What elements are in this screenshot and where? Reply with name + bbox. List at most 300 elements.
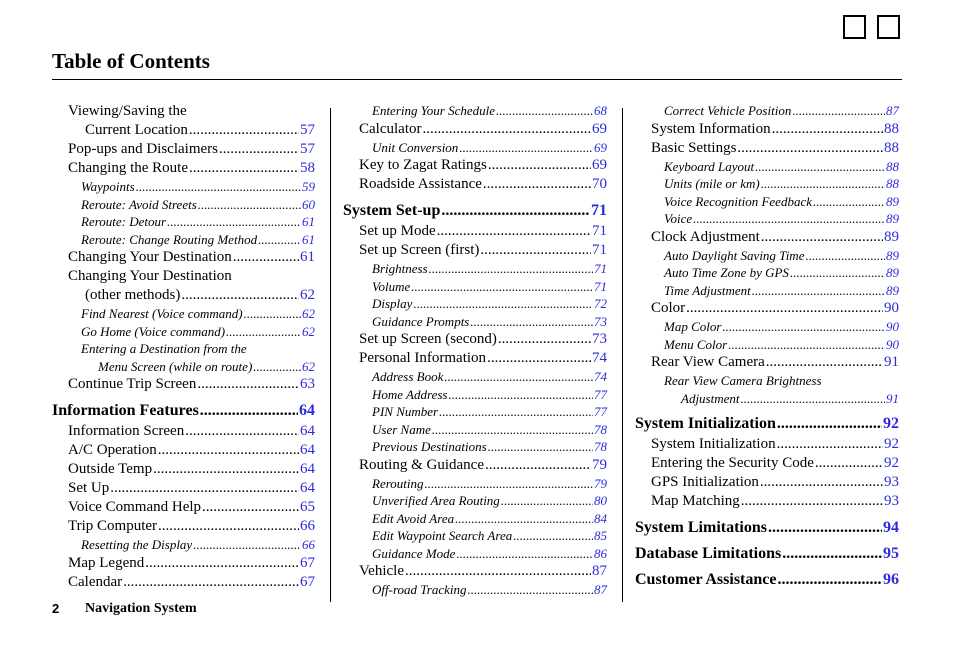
dot-leader bbox=[181, 288, 299, 303]
dot-leader bbox=[755, 160, 885, 173]
dot-leader bbox=[441, 203, 590, 219]
dot-leader bbox=[219, 142, 299, 157]
toc-subentry[interactable] bbox=[635, 177, 899, 195]
toc-subentry[interactable] bbox=[635, 284, 899, 302]
footer-label: Navigation System bbox=[85, 601, 197, 616]
dot-leader bbox=[439, 405, 593, 418]
toc-entry-label: Home Address bbox=[372, 386, 448, 402]
toc-subentry[interactable] bbox=[343, 477, 607, 495]
toc-page-link[interactable]: 70 bbox=[592, 176, 607, 192]
toc-subentry[interactable] bbox=[635, 338, 899, 356]
dot-leader bbox=[766, 355, 883, 370]
toc-entry[interactable] bbox=[343, 351, 607, 370]
dot-leader bbox=[468, 583, 594, 596]
toc-page-link[interactable]: 92 bbox=[884, 455, 899, 471]
nav-box-prev[interactable] bbox=[843, 15, 866, 39]
toc-entry-label: Set up Mode bbox=[359, 223, 436, 239]
dot-leader bbox=[226, 325, 301, 338]
toc-subentry[interactable] bbox=[635, 249, 899, 267]
toc-entry-label: Map Color bbox=[664, 319, 722, 334]
toc-entry-label: System Initialization bbox=[635, 415, 776, 432]
toc-subentry[interactable] bbox=[343, 512, 607, 530]
toc-section-heading[interactable] bbox=[343, 203, 607, 222]
dot-leader bbox=[448, 388, 593, 401]
toc-entry[interactable] bbox=[635, 301, 899, 320]
toc-entry-label: Color bbox=[651, 300, 686, 316]
dot-leader bbox=[422, 122, 591, 137]
toc-entry-label: Find Nearest (Voice command) bbox=[81, 306, 243, 321]
toc-page-link[interactable]: 78 bbox=[594, 439, 607, 454]
toc-page-link[interactable]: 72 bbox=[594, 296, 607, 311]
toc-entry-label: Changing Your Destination bbox=[68, 249, 232, 265]
toc-entry[interactable] bbox=[343, 224, 607, 243]
toc-entry-label: Correct Vehicle Position bbox=[664, 103, 792, 118]
dot-leader bbox=[768, 520, 882, 536]
toc-entry[interactable] bbox=[52, 250, 315, 269]
toc-page-link[interactable]: 88 bbox=[886, 158, 899, 174]
toc-page-link[interactable]: 88 bbox=[884, 139, 899, 156]
dot-leader bbox=[233, 250, 299, 265]
toc-page-link[interactable]: 77 bbox=[594, 386, 607, 402]
toc-page-link[interactable]: 61 bbox=[302, 214, 315, 229]
toc-entry[interactable] bbox=[52, 142, 315, 161]
toc-entry[interactable] bbox=[343, 122, 607, 141]
toc-page-link[interactable]: 62 bbox=[302, 306, 315, 321]
toc-page-link[interactable]: 87 bbox=[886, 103, 899, 118]
dot-leader bbox=[760, 475, 883, 490]
dot-leader bbox=[485, 458, 591, 473]
toc-entry[interactable] bbox=[52, 443, 315, 462]
column-divider-1 bbox=[330, 108, 331, 602]
toc-entry-label: Set Up bbox=[68, 480, 110, 496]
dot-leader bbox=[200, 403, 298, 419]
toc-entry-label: Units (mile or km) bbox=[664, 176, 760, 191]
nav-box-next[interactable] bbox=[877, 15, 900, 39]
toc-entry-label: Trip Computer bbox=[68, 518, 158, 534]
toc-entry-label: System Information bbox=[651, 120, 771, 137]
toc-entry-label: Current Location bbox=[85, 122, 188, 138]
dot-leader bbox=[790, 266, 885, 279]
dot-leader bbox=[456, 547, 593, 560]
toc-entry-label: Information Screen bbox=[68, 423, 185, 439]
toc-entry-label: Entering the Security Code bbox=[651, 455, 814, 471]
toc-entry-label: System Initialization bbox=[651, 436, 776, 452]
toc-page-link[interactable]: 88 bbox=[884, 120, 899, 137]
toc-subentry[interactable] bbox=[343, 280, 607, 298]
toc-entry-label: Reroute: Detour bbox=[81, 214, 167, 229]
toc-section-heading[interactable] bbox=[635, 572, 899, 591]
toc-page-link[interactable]: 94 bbox=[883, 519, 899, 536]
toc-entry-label: Reroute: Change Routing Method bbox=[81, 231, 258, 247]
toc-entry-label: System Limitations bbox=[635, 519, 767, 536]
toc-page-link[interactable]: 71 bbox=[592, 223, 607, 239]
toc-subentry[interactable] bbox=[52, 233, 315, 251]
toc-page-link[interactable]: 74 bbox=[594, 369, 607, 384]
dot-leader bbox=[193, 538, 301, 551]
toc-page-link[interactable]: 58 bbox=[300, 160, 315, 176]
toc-entry[interactable] bbox=[52, 481, 315, 500]
dot-leader bbox=[185, 424, 299, 439]
toc-entry-label: Volume bbox=[372, 278, 411, 294]
toc-entry[interactable] bbox=[52, 288, 315, 307]
dot-leader bbox=[455, 512, 593, 525]
toc-entry-label: Brightness bbox=[372, 261, 428, 276]
toc-subentry[interactable] bbox=[343, 388, 607, 406]
dot-leader bbox=[737, 141, 883, 156]
toc-column-3 bbox=[635, 104, 899, 593]
toc-page-link[interactable]: 90 bbox=[886, 336, 899, 352]
toc-subentry[interactable] bbox=[343, 297, 607, 315]
dot-leader bbox=[158, 519, 299, 534]
toc-entry-label: Voice Command Help bbox=[68, 499, 202, 515]
dot-leader bbox=[158, 443, 299, 458]
toc-page-link[interactable]: 59 bbox=[302, 179, 315, 194]
toc-subentry[interactable] bbox=[343, 494, 607, 512]
toc-page-link[interactable]: 92 bbox=[883, 415, 899, 432]
toc-subentry[interactable] bbox=[343, 370, 607, 388]
toc-subentry[interactable] bbox=[635, 320, 899, 338]
toc-subentry[interactable] bbox=[52, 180, 315, 198]
toc-subentry[interactable] bbox=[52, 325, 315, 343]
toc-page-link[interactable]: 69 bbox=[592, 157, 607, 173]
toc-page-link[interactable]: 89 bbox=[886, 211, 899, 226]
toc-entry-label: Rear View Camera Brightness bbox=[664, 373, 822, 388]
toc-column-1 bbox=[52, 104, 315, 594]
toc-entry-label: Vehicle bbox=[359, 563, 404, 579]
toc-page-link[interactable]: 89 bbox=[886, 247, 899, 263]
toc-subentry[interactable] bbox=[635, 104, 899, 122]
toc-page-link[interactable]: 85 bbox=[594, 528, 607, 543]
toc-page-link[interactable]: 93 bbox=[884, 493, 899, 509]
toc-page-link[interactable]: 93 bbox=[884, 474, 899, 490]
toc-subentry[interactable] bbox=[343, 262, 607, 280]
toc-page-link[interactable]: 57 bbox=[300, 122, 315, 138]
dot-leader bbox=[498, 332, 591, 347]
toc-entry[interactable] bbox=[343, 177, 607, 196]
toc-entry[interactable] bbox=[52, 519, 315, 538]
dot-leader bbox=[483, 177, 591, 192]
toc-page-link[interactable]: 73 bbox=[592, 331, 607, 347]
toc-subentry[interactable] bbox=[343, 440, 607, 458]
toc-page-link[interactable]: 62 bbox=[300, 287, 315, 303]
toc-entry-label: Keyboard Layout bbox=[664, 158, 755, 174]
toc-page-link[interactable]: 68 bbox=[594, 103, 607, 118]
dot-leader bbox=[513, 529, 593, 542]
toc-entry bbox=[52, 269, 315, 288]
toc-entry[interactable] bbox=[343, 332, 607, 351]
dot-leader bbox=[470, 315, 593, 328]
toc-page-link[interactable]: 74 bbox=[592, 350, 607, 366]
dot-leader bbox=[411, 280, 593, 293]
toc-entry[interactable] bbox=[635, 122, 899, 141]
toc-entry-label: A/C Operation bbox=[68, 442, 157, 458]
toc-page-link[interactable]: 91 bbox=[884, 354, 899, 370]
toc-subentry[interactable] bbox=[343, 141, 607, 159]
dot-leader bbox=[244, 307, 301, 320]
toc-entry-label: Map Legend bbox=[68, 554, 145, 571]
toc-entry[interactable] bbox=[52, 123, 315, 142]
toc-page-link[interactable]: 61 bbox=[300, 249, 315, 265]
toc-page-link[interactable]: 64 bbox=[299, 402, 315, 419]
toc-entry-label: Clock Adjustment bbox=[651, 228, 760, 245]
toc-subentry[interactable] bbox=[52, 215, 315, 233]
toc-page-link[interactable]: 67 bbox=[300, 573, 315, 590]
dot-leader bbox=[145, 556, 299, 571]
dot-leader bbox=[198, 198, 301, 211]
dot-leader bbox=[189, 123, 299, 138]
toc-entry-label: Entering Your Schedule bbox=[372, 103, 496, 118]
toc-page-link[interactable]: 64 bbox=[300, 442, 315, 458]
toc-entry-label: Roadside Assistance bbox=[359, 176, 482, 192]
page-number: 2 bbox=[52, 601, 60, 616]
toc-page-link[interactable]: 64 bbox=[300, 423, 315, 439]
toc-page-link[interactable]: 89 bbox=[886, 193, 899, 209]
dot-leader bbox=[253, 360, 301, 373]
toc-entry[interactable] bbox=[52, 500, 315, 519]
toc-page-link[interactable]: 95 bbox=[883, 545, 899, 562]
dot-leader bbox=[189, 161, 299, 176]
toc-page-link[interactable]: 64 bbox=[300, 480, 315, 496]
dot-leader bbox=[488, 440, 593, 453]
toc-page-link[interactable]: 69 bbox=[594, 139, 607, 155]
toc-entry-label: Key to Zagat Ratings bbox=[359, 157, 487, 173]
toc-subentry[interactable] bbox=[52, 198, 315, 216]
toc-entry-label: Calendar bbox=[68, 573, 123, 590]
toc-subentry[interactable] bbox=[343, 315, 607, 333]
dot-leader bbox=[405, 564, 591, 579]
dot-leader bbox=[777, 437, 883, 452]
toc-subentry[interactable] bbox=[343, 104, 607, 122]
dot-leader bbox=[777, 416, 882, 432]
toc-subentry[interactable] bbox=[52, 538, 315, 556]
toc-entry-label: Personal Information bbox=[359, 350, 487, 366]
toc-page-link[interactable]: 77 bbox=[594, 404, 607, 419]
toc-entry-label: Waypoints bbox=[81, 179, 135, 194]
toc-page-link[interactable]: 87 bbox=[592, 563, 607, 579]
toc-page-link[interactable]: 60 bbox=[302, 196, 315, 212]
toc-entry-label: Auto Time Zone by GPS bbox=[664, 265, 789, 280]
toc-entry-label: Off-road Tracking bbox=[372, 582, 467, 597]
toc-page-link[interactable]: 78 bbox=[594, 421, 607, 437]
toc-column-2 bbox=[343, 104, 607, 601]
toc-subentry[interactable] bbox=[635, 195, 899, 213]
toc-subentry[interactable] bbox=[635, 212, 899, 230]
toc-entry[interactable] bbox=[635, 141, 899, 160]
toc-page-link[interactable]: 86 bbox=[594, 545, 607, 561]
dot-leader bbox=[782, 546, 882, 562]
dot-leader bbox=[777, 572, 882, 588]
toc-page-link[interactable]: 89 bbox=[886, 282, 899, 298]
toc-subentry[interactable] bbox=[343, 423, 607, 441]
dot-leader bbox=[741, 494, 883, 509]
toc-entry-label: Pop-ups and Disclaimers bbox=[68, 141, 218, 157]
toc-entry[interactable] bbox=[52, 424, 315, 443]
dot-leader bbox=[761, 177, 885, 190]
toc-page-link[interactable]: 63 bbox=[300, 376, 315, 392]
dot-leader bbox=[813, 195, 885, 208]
toc-entry-label: Continue Trip Screen bbox=[68, 376, 197, 392]
toc-entry[interactable] bbox=[343, 564, 607, 583]
toc-entry-label: GPS Initialization bbox=[651, 474, 759, 490]
toc-page-link[interactable]: 90 bbox=[884, 300, 899, 316]
toc-subentry[interactable] bbox=[52, 360, 315, 378]
toc-page-link[interactable]: 62 bbox=[302, 358, 315, 374]
dot-leader bbox=[501, 494, 593, 507]
dot-leader bbox=[258, 233, 301, 246]
toc-subentry[interactable] bbox=[635, 266, 899, 284]
toc-page-link[interactable]: 92 bbox=[884, 436, 899, 452]
toc-page-link[interactable]: 87 bbox=[594, 582, 607, 597]
toc-page-link[interactable]: 79 bbox=[592, 456, 607, 473]
toc-page-link[interactable]: 65 bbox=[300, 499, 315, 515]
dot-leader bbox=[167, 215, 301, 228]
toc-entry[interactable] bbox=[635, 494, 899, 513]
dot-leader bbox=[197, 377, 299, 392]
toc-entry-label: Changing the Route bbox=[68, 160, 188, 176]
toc-entry-label: (other methods) bbox=[85, 287, 181, 303]
toc-page-link[interactable]: 89 bbox=[886, 265, 899, 280]
toc-subentry[interactable] bbox=[52, 307, 315, 325]
toc-entry-label: Set up Screen (second) bbox=[359, 331, 497, 347]
toc-entry[interactable] bbox=[635, 230, 899, 249]
dot-leader bbox=[459, 141, 593, 154]
toc-section-heading[interactable] bbox=[635, 520, 899, 539]
toc-entry-label: Menu Color bbox=[664, 336, 728, 352]
toc-entry-label: Time Adjustment bbox=[664, 282, 751, 298]
toc-entry-label: Display bbox=[372, 296, 413, 311]
toc-page-link[interactable]: 90 bbox=[886, 319, 899, 334]
toc-page-link[interactable]: 80 bbox=[594, 493, 607, 508]
dot-leader bbox=[136, 180, 301, 193]
toc-entry-label: Voice bbox=[664, 211, 693, 226]
toc-entry-label: Entering a Destination from the bbox=[81, 341, 247, 356]
toc-entry-label: Edit Waypoint Search Area bbox=[372, 528, 513, 543]
title-rule bbox=[52, 79, 902, 80]
toc-subentry[interactable] bbox=[635, 160, 899, 178]
toc-entry-label: Voice Recognition Feedback bbox=[664, 193, 812, 209]
toc-entry-label: Menu Screen (while on route) bbox=[98, 358, 253, 374]
toc-entry-label: Resetting the Display bbox=[81, 537, 193, 552]
toc-entry[interactable] bbox=[52, 556, 315, 575]
toc-page-link[interactable]: 57 bbox=[300, 141, 315, 157]
toc-entry[interactable] bbox=[343, 158, 607, 177]
page-title: Table of Contents bbox=[52, 49, 210, 73]
toc-section-heading[interactable] bbox=[52, 403, 315, 422]
toc-page-link[interactable]: 71 bbox=[594, 278, 607, 294]
toc-page-link[interactable]: 96 bbox=[883, 571, 899, 588]
toc-entry-label: Customer Assistance bbox=[635, 571, 777, 588]
dot-leader bbox=[792, 104, 885, 117]
toc-entry-label: Rerouting bbox=[372, 475, 424, 491]
dot-leader bbox=[429, 262, 593, 275]
toc-entry-label: Set up Screen (first) bbox=[359, 242, 480, 258]
toc-entry-label: Map Matching bbox=[651, 493, 740, 509]
dot-leader bbox=[752, 284, 885, 297]
toc-entry-label: Go Home (Voice command) bbox=[81, 323, 226, 339]
toc-entry[interactable] bbox=[52, 377, 315, 396]
toc-page-link[interactable]: 69 bbox=[592, 120, 607, 137]
dot-leader bbox=[413, 297, 593, 310]
toc-entry[interactable] bbox=[343, 458, 607, 477]
toc-section-heading[interactable] bbox=[635, 416, 899, 435]
toc-page-link[interactable]: 62 bbox=[302, 323, 315, 339]
toc-entry-label: Adjustment bbox=[681, 390, 740, 406]
toc-entry-label: PIN Number bbox=[372, 404, 439, 419]
toc-page-link[interactable]: 79 bbox=[594, 475, 607, 491]
dot-leader bbox=[110, 481, 299, 496]
toc-page-link[interactable]: 91 bbox=[886, 390, 899, 406]
toc-entry-label: Unit Conversion bbox=[372, 139, 459, 155]
toc-entry-label: System Set-up bbox=[343, 202, 441, 219]
toc-page-link[interactable]: 89 bbox=[884, 228, 899, 245]
toc-page-link[interactable]: 71 bbox=[591, 202, 607, 219]
toc-entry bbox=[52, 104, 315, 123]
toc-page-link[interactable]: 64 bbox=[300, 461, 315, 477]
toc-page-link[interactable]: 61 bbox=[302, 231, 315, 247]
toc-subentry bbox=[635, 374, 899, 392]
toc-entry[interactable] bbox=[635, 456, 899, 475]
toc-entry-label: Auto Daylight Saving Time bbox=[664, 247, 805, 263]
toc-page-link[interactable]: 73 bbox=[594, 313, 607, 329]
dot-leader bbox=[123, 575, 299, 590]
toc-entry[interactable] bbox=[635, 355, 899, 374]
dot-leader bbox=[741, 392, 886, 405]
toc-entry[interactable] bbox=[52, 161, 315, 180]
column-divider-2 bbox=[622, 108, 623, 602]
toc-subentry[interactable] bbox=[343, 405, 607, 423]
toc-entry-label: Guidance Prompts bbox=[372, 313, 470, 329]
toc-entry-label: Changing Your Destination bbox=[68, 268, 232, 284]
toc-entry[interactable] bbox=[343, 243, 607, 262]
toc-entry[interactable] bbox=[635, 475, 899, 494]
toc-subentry[interactable] bbox=[343, 547, 607, 565]
dot-leader bbox=[722, 320, 885, 333]
dot-leader bbox=[772, 122, 883, 137]
toc-subentry[interactable] bbox=[343, 529, 607, 547]
dot-leader bbox=[432, 423, 593, 436]
toc-entry-label: Database Limitations bbox=[635, 545, 782, 562]
toc-page-link[interactable]: 67 bbox=[300, 554, 315, 571]
toc-subentry bbox=[52, 342, 315, 360]
toc-entry-label: Guidance Mode bbox=[372, 545, 456, 561]
dot-leader bbox=[153, 462, 299, 477]
toc-page-link[interactable]: 71 bbox=[592, 242, 607, 258]
dot-leader bbox=[728, 338, 885, 351]
toc-entry-label: Edit Avoid Area bbox=[372, 510, 455, 526]
toc-entry-label: Viewing/Saving the bbox=[68, 103, 187, 119]
toc-entry[interactable] bbox=[635, 437, 899, 456]
toc-entry[interactable] bbox=[52, 575, 315, 594]
toc-entry[interactable] bbox=[52, 462, 315, 481]
toc-entry-label: Basic Settings bbox=[651, 139, 737, 156]
toc-page-link[interactable]: 71 bbox=[594, 261, 607, 276]
toc-entry-label: Information Features bbox=[52, 402, 199, 419]
toc-page-link[interactable]: 88 bbox=[886, 176, 899, 191]
toc-entry-label: Previous Destinations bbox=[372, 439, 487, 454]
toc-page-link[interactable]: 66 bbox=[300, 518, 315, 534]
toc-subentry[interactable] bbox=[343, 583, 607, 601]
dot-leader bbox=[693, 212, 885, 225]
toc-section-heading[interactable] bbox=[635, 546, 899, 565]
toc-entry-label: Routing & Guidance bbox=[359, 456, 484, 473]
toc-page-link[interactable]: 84 bbox=[594, 510, 607, 526]
dot-leader bbox=[437, 224, 591, 239]
toc-page-link[interactable]: 66 bbox=[302, 537, 315, 552]
toc-subentry[interactable] bbox=[635, 392, 899, 410]
toc-entry-label: Unverified Area Routing bbox=[372, 493, 500, 508]
dot-leader bbox=[480, 243, 591, 258]
dot-leader bbox=[488, 158, 591, 173]
